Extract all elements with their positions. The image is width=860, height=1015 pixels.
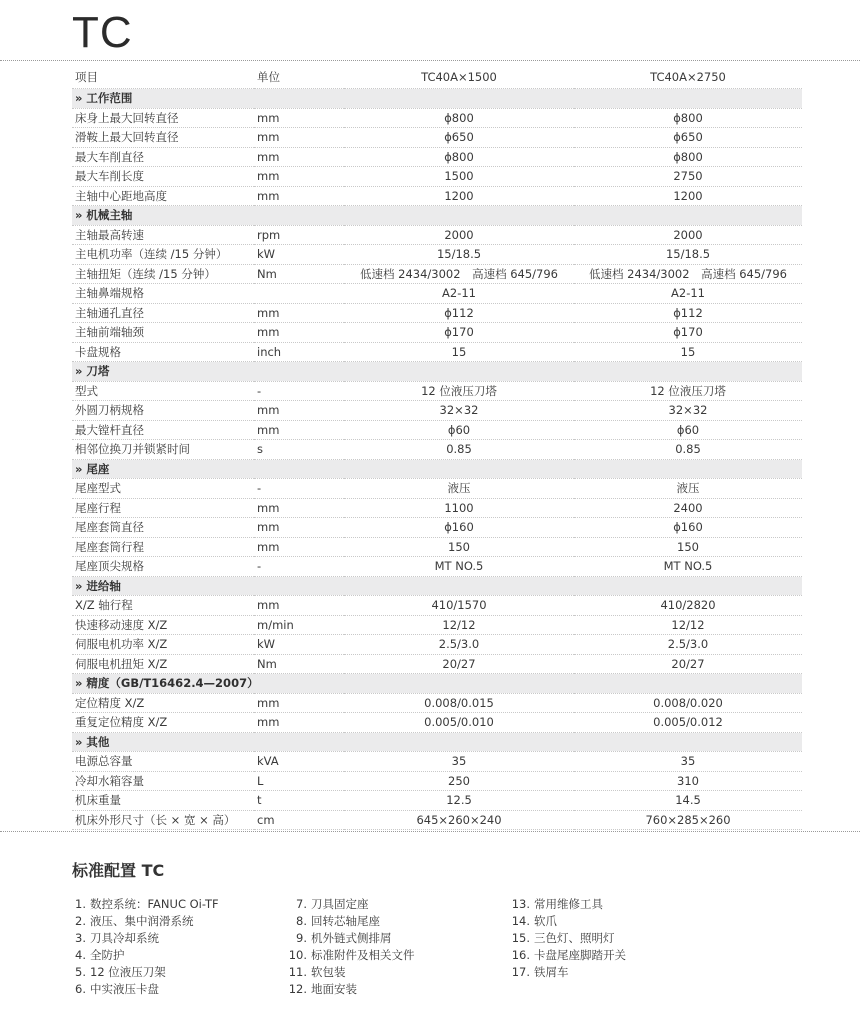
list-item-text: 12 位液压刀架 xyxy=(90,965,166,979)
spec-name-cell: 卡盘规格 xyxy=(72,342,254,362)
section-title: » 工作范围 xyxy=(72,89,802,109)
section-header-row xyxy=(72,459,802,479)
standard-config-column-2 xyxy=(285,896,415,998)
table-row xyxy=(72,186,802,206)
section-header-row xyxy=(72,206,802,226)
list-item-number: 6. xyxy=(75,982,86,996)
spec-value-a-cell: ϕ160 xyxy=(344,518,574,538)
list-item-text: 常用维修工具 xyxy=(534,897,603,911)
spec-value-a-cell: ϕ60 xyxy=(344,420,574,440)
spec-value-a-cell: 低速档 2434/3002 高速档 645/796 xyxy=(344,264,574,284)
section-header-row xyxy=(72,674,802,694)
list-item-number: 17. xyxy=(511,965,530,979)
spec-value-a-cell: 12 位液压刀塔 xyxy=(344,381,574,401)
list-item-number: 1. xyxy=(75,897,86,911)
spec-value-b-cell: 1200 xyxy=(574,186,802,206)
spec-name-cell: 最大车削直径 xyxy=(72,147,254,167)
spec-value-b-cell: ϕ160 xyxy=(574,518,802,538)
list-item xyxy=(285,896,415,913)
spec-unit-cell: mm xyxy=(254,128,344,148)
spec-value-b-cell: 2000 xyxy=(574,225,802,245)
list-item xyxy=(508,896,626,913)
spec-name-cell: X/Z 轴行程 xyxy=(72,596,254,616)
table-row xyxy=(72,693,802,713)
spec-value-a-cell: 250 xyxy=(344,771,574,791)
spec-value-a-cell: 0.005/0.010 xyxy=(344,713,574,733)
list-item xyxy=(72,947,219,964)
spec-name-cell: 尾座型式 xyxy=(72,479,254,499)
spec-value-b-cell: 150 xyxy=(574,537,802,557)
list-item-number: 4. xyxy=(75,948,86,962)
spec-name-cell: 型式 xyxy=(72,381,254,401)
spec-unit-cell: mm xyxy=(254,147,344,167)
table-row xyxy=(72,557,802,577)
spec-unit-cell: mm xyxy=(254,693,344,713)
header-model-a: TC40A×1500 xyxy=(344,66,574,89)
list-item xyxy=(508,913,626,930)
spec-value-a-cell: 150 xyxy=(344,537,574,557)
spec-value-b-cell: 760×285×260 xyxy=(574,810,802,830)
spec-value-b-cell: 410/2820 xyxy=(574,596,802,616)
list-item xyxy=(285,947,415,964)
spec-name-cell: 尾座套筒行程 xyxy=(72,537,254,557)
table-row xyxy=(72,615,802,635)
list-item-number: 8. xyxy=(296,914,307,928)
list-item xyxy=(72,913,219,930)
header-unit: 单位 xyxy=(254,66,344,89)
spec-value-b-cell: 0.005/0.012 xyxy=(574,713,802,733)
section-title: » 机械主轴 xyxy=(72,206,802,226)
table-row xyxy=(72,654,802,674)
spec-table xyxy=(72,66,802,830)
spec-name-cell: 主轴中心距地高度 xyxy=(72,186,254,206)
spec-value-a-cell: ϕ112 xyxy=(344,303,574,323)
list-item-number: 2. xyxy=(75,914,86,928)
table-row xyxy=(72,479,802,499)
spec-value-a-cell: 1500 xyxy=(344,167,574,187)
spec-value-a-cell: 2.5/3.0 xyxy=(344,635,574,655)
list-item-number: 12. xyxy=(288,982,307,996)
spec-value-a-cell: 35 xyxy=(344,752,574,772)
list-item-text: 软爪 xyxy=(534,914,557,928)
table-row xyxy=(72,128,802,148)
list-item xyxy=(285,964,415,981)
spec-unit-cell: inch xyxy=(254,342,344,362)
list-item-text: 全防护 xyxy=(90,948,125,962)
table-row xyxy=(72,303,802,323)
spec-value-b-cell: 2400 xyxy=(574,498,802,518)
list-item-text: 地面安装 xyxy=(311,982,357,996)
spec-unit-cell: cm xyxy=(254,810,344,830)
spec-name-cell: 机床重量 xyxy=(72,791,254,811)
spec-value-b-cell: 12 位液压刀塔 xyxy=(574,381,802,401)
spec-value-a-cell: 15/18.5 xyxy=(344,245,574,265)
spec-value-b-cell: 20/27 xyxy=(574,654,802,674)
spec-name-cell: 滑鞍上最大回转直径 xyxy=(72,128,254,148)
spec-name-cell: 外圆刀柄规格 xyxy=(72,401,254,421)
spec-value-a-cell: 0.85 xyxy=(344,440,574,460)
spec-value-b-cell: ϕ112 xyxy=(574,303,802,323)
spec-unit-cell: L xyxy=(254,771,344,791)
list-item-number: 11. xyxy=(288,965,307,979)
spec-unit-cell: mm xyxy=(254,498,344,518)
table-row xyxy=(72,401,802,421)
spec-unit-cell: mm xyxy=(254,420,344,440)
spec-value-a-cell: 12/12 xyxy=(344,615,574,635)
spec-unit-cell: mm xyxy=(254,108,344,128)
spec-value-b-cell: ϕ650 xyxy=(574,128,802,148)
spec-value-b-cell: 310 xyxy=(574,771,802,791)
list-item xyxy=(72,981,219,998)
bottom-divider xyxy=(0,831,860,832)
table-row xyxy=(72,713,802,733)
list-item-text: 中实液压卡盘 xyxy=(90,982,159,996)
spec-name-cell: 冷却水箱容量 xyxy=(72,771,254,791)
spec-value-b-cell: ϕ60 xyxy=(574,420,802,440)
list-item-number: 16. xyxy=(511,948,530,962)
spec-name-cell: 主电机功率（连续 /15 分钟） xyxy=(72,245,254,265)
spec-unit-cell: kVA xyxy=(254,752,344,772)
standard-config-column-1 xyxy=(72,896,219,998)
spec-value-a-cell: ϕ800 xyxy=(344,108,574,128)
table-row xyxy=(72,381,802,401)
spec-value-b-cell: ϕ800 xyxy=(574,108,802,128)
list-item-text: 数控系统：FANUC Oi-TF xyxy=(90,897,219,911)
list-item-number: 5. xyxy=(75,965,86,979)
spec-value-b-cell: 0.008/0.020 xyxy=(574,693,802,713)
top-divider xyxy=(0,60,860,61)
table-row xyxy=(72,167,802,187)
spec-name-cell: 伺服电机扭矩 X/Z xyxy=(72,654,254,674)
table-row xyxy=(72,108,802,128)
table-row xyxy=(72,752,802,772)
spec-value-b-cell: 35 xyxy=(574,752,802,772)
spec-value-a-cell: 1100 xyxy=(344,498,574,518)
list-item xyxy=(72,930,219,947)
section-header-row xyxy=(72,576,802,596)
spec-unit-cell: - xyxy=(254,557,344,577)
spec-value-b-cell: 2750 xyxy=(574,167,802,187)
table-row xyxy=(72,245,802,265)
spec-name-cell: 机床外形尺寸（长 × 宽 × 高） xyxy=(72,810,254,830)
spec-unit-cell: kW xyxy=(254,245,344,265)
table-row xyxy=(72,810,802,830)
list-item xyxy=(72,964,219,981)
spec-value-a-cell: ϕ170 xyxy=(344,323,574,343)
spec-value-b-cell: 低速档 2434/3002 高速档 645/796 xyxy=(574,264,802,284)
spec-value-a-cell: 15 xyxy=(344,342,574,362)
spec-unit-cell: kW xyxy=(254,635,344,655)
spec-value-a-cell: 645×260×240 xyxy=(344,810,574,830)
list-item xyxy=(508,930,626,947)
list-item-number: 3. xyxy=(75,931,86,945)
spec-name-cell: 相邻位换刀并锁紧时间 xyxy=(72,440,254,460)
spec-unit-cell: t xyxy=(254,791,344,811)
spec-name-cell: 快速移动速度 X/Z xyxy=(72,615,254,635)
spec-unit-cell: Nm xyxy=(254,264,344,284)
list-item-text: 软包装 xyxy=(311,965,346,979)
list-item xyxy=(285,913,415,930)
table-row xyxy=(72,264,802,284)
spec-value-a-cell: A2-11 xyxy=(344,284,574,304)
list-item-number: 9. xyxy=(296,931,307,945)
spec-value-b-cell: MT NO.5 xyxy=(574,557,802,577)
spec-value-b-cell: ϕ170 xyxy=(574,323,802,343)
spec-value-b-cell: 32×32 xyxy=(574,401,802,421)
table-row xyxy=(72,596,802,616)
spec-unit-cell: mm xyxy=(254,713,344,733)
spec-value-b-cell: A2-11 xyxy=(574,284,802,304)
spec-unit-cell: - xyxy=(254,479,344,499)
spec-name-cell: 主轴最高转速 xyxy=(72,225,254,245)
spec-value-b-cell: 液压 xyxy=(574,479,802,499)
spec-value-b-cell: 0.85 xyxy=(574,440,802,460)
list-item-text: 刀具冷却系统 xyxy=(90,931,159,945)
spec-name-cell: 重复定位精度 X/Z xyxy=(72,713,254,733)
table-row xyxy=(72,791,802,811)
table-row xyxy=(72,284,802,304)
page-title: TC xyxy=(72,8,133,57)
spec-unit-cell: mm xyxy=(254,186,344,206)
spec-value-a-cell: 0.008/0.015 xyxy=(344,693,574,713)
spec-unit-cell: mm xyxy=(254,167,344,187)
spec-unit-cell: rpm xyxy=(254,225,344,245)
spec-unit-cell: mm xyxy=(254,401,344,421)
list-item-text: 铁屑车 xyxy=(534,965,569,979)
spec-name-cell: 主轴前端轴颈 xyxy=(72,323,254,343)
list-item-text: 刀具固定座 xyxy=(311,897,369,911)
table-header-row xyxy=(72,66,802,89)
table-row xyxy=(72,518,802,538)
spec-unit-cell: mm xyxy=(254,518,344,538)
list-item-text: 标准附件及相关文件 xyxy=(311,948,415,962)
spec-unit-cell: m/min xyxy=(254,615,344,635)
spec-value-a-cell: 2000 xyxy=(344,225,574,245)
spec-name-cell: 最大车削长度 xyxy=(72,167,254,187)
spec-unit-cell: mm xyxy=(254,596,344,616)
spec-table-body xyxy=(72,89,802,830)
list-item-text: 卡盘尾座脚踏开关 xyxy=(534,948,626,962)
table-row xyxy=(72,225,802,245)
spec-value-b-cell: 14.5 xyxy=(574,791,802,811)
section-header-row xyxy=(72,732,802,752)
list-item xyxy=(285,981,415,998)
spec-unit-cell: s xyxy=(254,440,344,460)
list-item xyxy=(508,947,626,964)
section-title: » 刀塔 xyxy=(72,362,802,382)
header-item: 项目 xyxy=(72,66,254,89)
spec-name-cell: 主轴鼻端规格 xyxy=(72,284,254,304)
header-model-b: TC40A×2750 xyxy=(574,66,802,89)
spec-name-cell: 尾座顶尖规格 xyxy=(72,557,254,577)
spec-value-a-cell: 410/1570 xyxy=(344,596,574,616)
section-title: » 进给轴 xyxy=(72,576,802,596)
spec-unit-cell: mm xyxy=(254,537,344,557)
list-item xyxy=(72,896,219,913)
table-row xyxy=(72,635,802,655)
standard-config-title: 标准配置 TC xyxy=(72,861,165,880)
spec-name-cell: 尾座行程 xyxy=(72,498,254,518)
spec-value-a-cell: 20/27 xyxy=(344,654,574,674)
spec-value-a-cell: 12.5 xyxy=(344,791,574,811)
spec-name-cell: 定位精度 X/Z xyxy=(72,693,254,713)
spec-name-cell: 电源总容量 xyxy=(72,752,254,772)
spec-value-a-cell: MT NO.5 xyxy=(344,557,574,577)
table-row xyxy=(72,498,802,518)
spec-value-b-cell: 15 xyxy=(574,342,802,362)
section-title: » 其他 xyxy=(72,732,802,752)
list-item-text: 机外链式侧排屑 xyxy=(311,931,392,945)
list-item-text: 回转芯轴尾座 xyxy=(311,914,380,928)
spec-unit-cell xyxy=(254,284,344,304)
table-row xyxy=(72,440,802,460)
table-row xyxy=(72,537,802,557)
section-title: » 尾座 xyxy=(72,459,802,479)
spec-value-a-cell: 1200 xyxy=(344,186,574,206)
standard-config-column-3 xyxy=(508,896,626,981)
spec-value-b-cell: 15/18.5 xyxy=(574,245,802,265)
spec-name-cell: 最大镗杆直径 xyxy=(72,420,254,440)
spec-value-a-cell: ϕ800 xyxy=(344,147,574,167)
spec-unit-cell: mm xyxy=(254,323,344,343)
table-row xyxy=(72,147,802,167)
spec-unit-cell: - xyxy=(254,381,344,401)
spec-unit-cell: Nm xyxy=(254,654,344,674)
spec-value-b-cell: 12/12 xyxy=(574,615,802,635)
list-item-number: 10. xyxy=(288,948,307,962)
list-item-text: 液压、集中润滑系统 xyxy=(90,914,194,928)
section-header-row xyxy=(72,89,802,109)
spec-name-cell: 主轴通孔直径 xyxy=(72,303,254,323)
spec-value-a-cell: ϕ650 xyxy=(344,128,574,148)
spec-name-cell: 床身上最大回转直径 xyxy=(72,108,254,128)
spec-name-cell: 主轴扭矩（连续 /15 分钟） xyxy=(72,264,254,284)
spec-name-cell: 尾座套筒直径 xyxy=(72,518,254,538)
spec-value-b-cell: 2.5/3.0 xyxy=(574,635,802,655)
list-item-number: 13. xyxy=(511,897,530,911)
section-header-row xyxy=(72,362,802,382)
spec-value-a-cell: 液压 xyxy=(344,479,574,499)
spec-value-b-cell: ϕ800 xyxy=(574,147,802,167)
list-item-text: 三色灯、照明灯 xyxy=(534,931,615,945)
table-row xyxy=(72,323,802,343)
table-row xyxy=(72,771,802,791)
spec-value-a-cell: 32×32 xyxy=(344,401,574,421)
spec-name-cell: 伺服电机功率 X/Z xyxy=(72,635,254,655)
list-item-number: 15. xyxy=(511,931,530,945)
section-title: » 精度（GB/T16462.4—2007） xyxy=(72,674,802,694)
list-item xyxy=(285,930,415,947)
table-row xyxy=(72,342,802,362)
table-row xyxy=(72,420,802,440)
list-item-number: 7. xyxy=(296,897,307,911)
spec-unit-cell: mm xyxy=(254,303,344,323)
list-item xyxy=(508,964,626,981)
list-item-number: 14. xyxy=(511,914,530,928)
